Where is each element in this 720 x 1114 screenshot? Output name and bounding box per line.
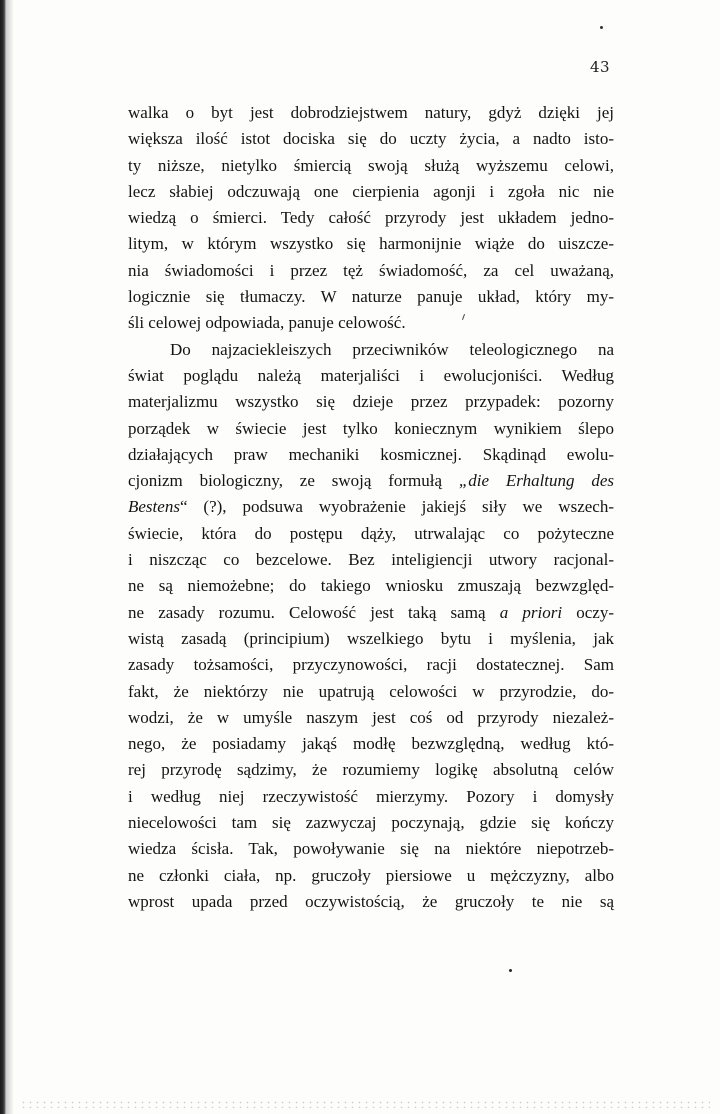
text-line: walka o byt jest dobrodziejstwem natury, gdyż dzięki jej xyxy=(128,103,614,122)
text-line: nia świadomości i przez tęż świadomość, za cel uważaną, xyxy=(128,260,614,280)
speck-mark xyxy=(509,969,512,972)
text-line: ne są niemożebne; do takiego wniosku zmuszają bezwzględ- xyxy=(128,576,614,596)
text-segment: “ (?), podsuwa wyobrażenie jakiejś siły we wszech- xyxy=(179,497,614,517)
text-line: fakt, że niektórzy nie upatrują celowości w przyrodzie, do- xyxy=(128,681,614,701)
italic-phrase: a priori xyxy=(499,602,563,622)
text-line xyxy=(128,600,614,626)
text-line: wodzi, że w umyśle naszym jest coś od przyrody niezależ- xyxy=(128,707,614,727)
text-line xyxy=(128,468,614,494)
text-line: większa ilość istot dociska się do uczty życia, a nadto isto- xyxy=(128,129,614,149)
text-line: wistą zasadą (principium) wszelkiego bytu i myślenia, jak xyxy=(128,628,614,648)
text-line: śli celowej odpowiada, panuje celowość. xyxy=(128,313,406,333)
text-line: nego, że posiadamy jakąś modłę bezwzględną, według któ- xyxy=(128,734,614,754)
text-line: wprost upada przed oczywistością, że gruczoły te nie są xyxy=(128,891,614,911)
text-line: lecz słabiej odczuwają one cierpienia agonji i zgoła nic nie xyxy=(128,181,614,201)
speck-mark xyxy=(600,26,603,29)
text-segment: cjonizm biologiczny, ze swoją formułą xyxy=(128,471,443,491)
text-line: wiedza ścisła. Tak, powoływanie się na niektóre niepotrzeb- xyxy=(128,839,614,859)
text-line: i niszcząc co bezcelowe. Bez inteligiencji utwory racjonal- xyxy=(128,550,614,570)
text-line: świecie, która do postępu dąży, utrwalając co pożyteczne xyxy=(128,523,614,543)
text-line: wiedzą o śmierci. Tedy całość przyrody jest układem jedno- xyxy=(128,208,614,228)
scan-noise xyxy=(20,1100,710,1108)
text-line: zasady tożsamości, przyczynowości, racji dostatecznej. Sam xyxy=(128,655,614,675)
text-line: litym, w którym wszystko się harmonijnie wiąże do uiszcze- xyxy=(128,234,614,254)
text-line: logicznie się tłumaczy. W naturze panuje układ, który my- xyxy=(128,287,614,307)
text-line: materjalizmu wszystko się dzieje przez przypadek: pozorny xyxy=(128,392,614,412)
text-line: świat poglądu należą materjaliści i ewolucjoniści. Według xyxy=(128,365,614,385)
text-line: rej przyrodę sądzimy, że rozumiemy logikę absolutną celów xyxy=(128,760,614,780)
italic-phrase: „die Erhaltung des xyxy=(458,471,615,491)
text-line: ne członki ciała, np. gruczoły piersiowe u mężczyzny, albo xyxy=(128,865,614,885)
text-segment: oczy- xyxy=(562,602,615,622)
text-line xyxy=(128,494,614,520)
text-line: niecelowości tam się zazwyczaj poczynają, gdzie się kończy xyxy=(128,813,614,833)
page-number: 43 xyxy=(590,58,611,76)
binding-shadow xyxy=(6,0,14,1114)
body-text xyxy=(128,100,614,915)
text-line: działających praw mechaniki kosmicznej. Skądinąd ewolu- xyxy=(128,444,614,464)
paragraph-start-line: Do najzaciekleiszych przeciwników teleologicznego na xyxy=(170,339,614,359)
text-segment: ne zasady rozumu. Celowość jest taką samą xyxy=(128,602,500,622)
text-line: ty niższe, nietylko śmiercią swoją służą wyższemu celowi, xyxy=(128,155,614,175)
text-line: i według niej rzeczywistość mierzymy. Pozory i domysły xyxy=(128,786,614,806)
italic-phrase: Bestens xyxy=(128,497,180,517)
text-line: porządek w świecie jest tylko koniecznym wynikiem ślepo xyxy=(128,418,614,438)
